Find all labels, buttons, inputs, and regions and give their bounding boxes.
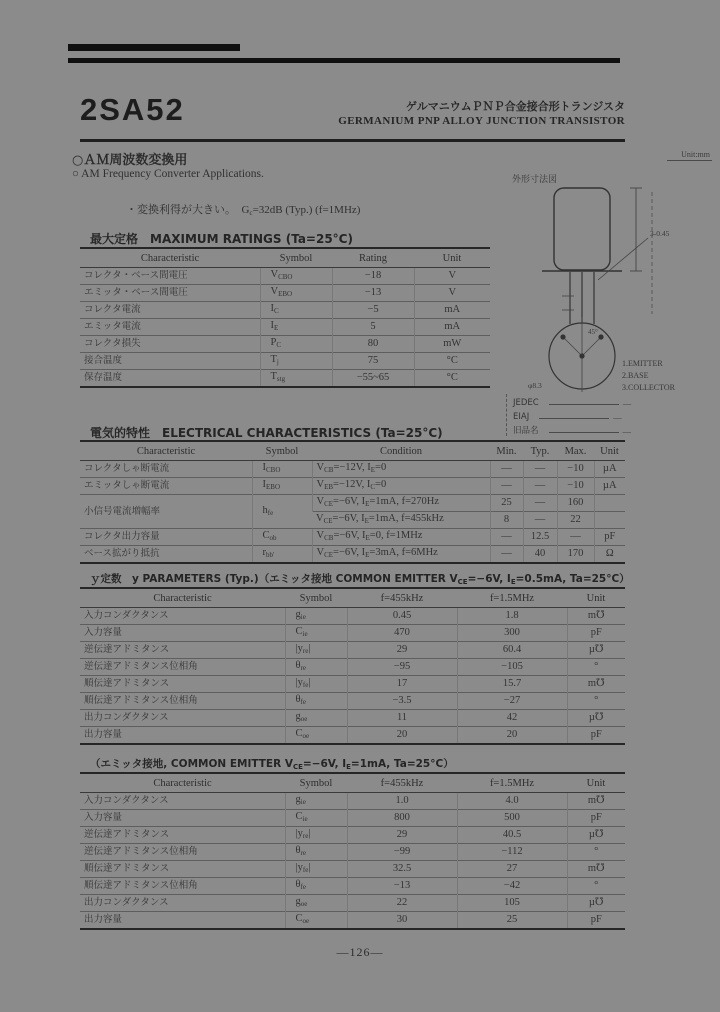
characteristic-cell: 順伝達アドミタンス <box>80 676 285 693</box>
rating-cell: −5 <box>332 302 414 319</box>
symbol-cell: $I_{CBO}$ <box>252 461 312 478</box>
col-header: Symbol <box>285 773 347 793</box>
col-header: Typ. <box>523 441 557 461</box>
table-row <box>80 878 625 895</box>
pin-angle-label: 45° <box>588 328 598 336</box>
registry-row-old-name <box>513 422 713 436</box>
col-header: Symbol <box>285 588 347 608</box>
rating-cell: 80 <box>332 336 414 353</box>
symbol-cell: $I_{EBO}$ <box>252 478 312 495</box>
f15-cell: −105 <box>457 659 567 676</box>
condition-cell: $V_{CE}=-6V$, $I_E=1mA$, f=455kHz <box>312 512 490 529</box>
electrical-title: 電気的特性 ELECTRICAL CHARACTERISTICS (Ta=25°C) <box>90 426 443 440</box>
f455-cell: −3.5 <box>347 693 457 710</box>
characteristic-cell: 出力容量 <box>80 912 285 930</box>
symbol-cell: $|y_{fe}|$ <box>285 861 347 878</box>
table-row <box>80 495 625 512</box>
device-title-english: GERMANIUM PNP ALLOY JUNCTION TRANSISTOR <box>338 115 625 127</box>
col-header: Unit <box>567 773 625 793</box>
table-row <box>80 285 490 302</box>
unit-cell: ° <box>567 844 625 861</box>
max-cell: 170 <box>557 546 594 564</box>
table-row <box>80 461 625 478</box>
unit-cell: pF <box>567 810 625 827</box>
symbol-cell: $\theta_{re}$ <box>285 844 347 861</box>
registry-line <box>549 404 619 405</box>
registration-bar-long <box>68 58 620 63</box>
characteristic-cell: 出力コンダクタンス <box>80 895 285 912</box>
col-header: f=1.5MHz <box>457 588 567 608</box>
f15-cell: 300 <box>457 625 567 642</box>
f455-cell: 17 <box>347 676 457 693</box>
characteristic-cell: コレクタ出力容量 <box>80 529 252 546</box>
unit-cell: ° <box>567 659 625 676</box>
unit-cell: m℧ <box>567 676 625 693</box>
characteristic-cell: 順伝達アドミタンス位相角 <box>80 693 285 710</box>
symbol-cell: $h_{fe}$ <box>252 495 312 529</box>
characteristic-cell: 入力コンダクタンス <box>80 608 285 625</box>
characteristic-cell: 順伝達アドミタンス位相角 <box>80 878 285 895</box>
symbol-cell: $\theta_{fe}$ <box>285 878 347 895</box>
col-header: Min. <box>490 441 523 461</box>
table-row <box>80 676 625 693</box>
f455-cell: 22 <box>347 895 457 912</box>
symbol-cell: $V_{EBO}$ <box>260 285 332 302</box>
characteristic-cell: 逆伝達アドミタンス <box>80 642 285 659</box>
f455-cell: 11 <box>347 710 457 727</box>
col-header: Symbol <box>260 248 332 268</box>
col-header: Characteristic <box>80 248 260 268</box>
max-cell: −10 <box>557 461 594 478</box>
table-row <box>80 608 625 625</box>
table-row <box>80 912 625 930</box>
f455-cell: 30 <box>347 912 457 930</box>
table-row <box>80 302 490 319</box>
col-header: f=455kHz <box>347 588 457 608</box>
unit-cell: pF <box>567 727 625 745</box>
characteristic-cell: 逆伝達アドミタンス位相角 <box>80 844 285 861</box>
characteristic-cell: 順伝達アドミタンス <box>80 861 285 878</box>
registry-line <box>549 432 619 433</box>
symbol-cell: $P_C$ <box>260 336 332 353</box>
table-row <box>80 353 490 370</box>
symbol-cell: $|y_{re}|$ <box>285 642 347 659</box>
symbol-cell: $C_{ob}$ <box>252 529 312 546</box>
f455-cell: −95 <box>347 659 457 676</box>
f15-cell: 20 <box>457 727 567 745</box>
page-number: —126— <box>336 945 384 959</box>
typ-cell: — <box>523 495 557 512</box>
typ-cell: 40 <box>523 546 557 564</box>
f15-cell: 500 <box>457 810 567 827</box>
unit-cell: µA <box>594 478 625 495</box>
unit-cell: ° <box>567 878 625 895</box>
table-row <box>80 895 625 912</box>
rating-cell: 75 <box>332 353 414 370</box>
rating-cell: 5 <box>332 319 414 336</box>
unit-cell: °C <box>414 353 490 370</box>
symbol-cell: $C_{oe}$ <box>285 727 347 745</box>
characteristic-cell: 入力コンダクタンス <box>80 793 285 810</box>
table-row <box>80 727 625 745</box>
max-cell: — <box>557 529 594 546</box>
pin-label-base: 2.BASE <box>622 371 649 380</box>
registry-value: — <box>622 398 632 408</box>
table-row <box>80 844 625 861</box>
characteristic-cell: 保存温度 <box>80 370 260 388</box>
table-row <box>80 336 490 353</box>
col-header: Rating <box>332 248 414 268</box>
unit-cell: V <box>414 268 490 285</box>
table-header-row <box>80 588 625 608</box>
table-row <box>80 268 490 285</box>
min-cell: — <box>490 546 523 564</box>
symbol-cell: $\theta_{re}$ <box>285 659 347 676</box>
typ-cell: — <box>523 461 557 478</box>
feature-line: ・変換利得が大きい。 $G_c=32dB$ (Typ.) (f=1MHz) <box>126 204 361 217</box>
unit-cell: ° <box>567 693 625 710</box>
unit-cell: m℧ <box>567 793 625 810</box>
unit-cell: µ℧ <box>567 895 625 912</box>
unit-cell: pF <box>567 625 625 642</box>
table-row <box>80 319 490 336</box>
registry-label: 旧品名 <box>513 426 539 436</box>
symbol-cell: $g_{ie}$ <box>285 608 347 625</box>
application-english: ○ AM Frequency Converter Applications. <box>72 168 264 180</box>
table-row <box>80 710 625 727</box>
characteristic-cell: エミッタ電流 <box>80 319 260 336</box>
rating-cell: −13 <box>332 285 414 302</box>
characteristic-cell: 出力コンダクタンス <box>80 710 285 727</box>
symbol-cell: $C_{ie}$ <box>285 810 347 827</box>
table-header-row <box>80 773 625 793</box>
symbol-cell: $T_{stg}$ <box>260 370 332 388</box>
pin-label-collector: 3.COLLECTOR <box>622 383 675 392</box>
symbol-cell: $g_{oe}$ <box>285 710 347 727</box>
f15-cell: −112 <box>457 844 567 861</box>
unit-cell: m℧ <box>567 861 625 878</box>
f15-cell: 60.4 <box>457 642 567 659</box>
typ-cell: 12.5 <box>523 529 557 546</box>
condition-cell: $V_{CB}=-6V$, $I_E=0$, f=1MHz <box>312 529 490 546</box>
condition-cell: $V_{CE}=-6V$, $I_E=3mA$, f=6MHz <box>312 546 490 564</box>
f455-cell: 29 <box>347 827 457 844</box>
application-japanese: ○ＡＭ周波数変換用 <box>72 153 188 168</box>
bottom-diameter-label: φ8.3 <box>528 381 542 390</box>
f455-cell: −13 <box>347 878 457 895</box>
device-title-japanese: ゲルマニウムＰＮＰ合金接合形トランジスタ <box>405 100 625 113</box>
col-header: Characteristic <box>80 441 252 461</box>
f455-cell: 20 <box>347 727 457 745</box>
unit-cell <box>594 495 625 512</box>
characteristic-cell: 接合温度 <box>80 353 260 370</box>
characteristic-cell: コレクタ損失 <box>80 336 260 353</box>
common-emitter-table <box>80 772 625 930</box>
typ-cell: — <box>523 512 557 529</box>
symbol-cell: $\theta_{fe}$ <box>285 693 347 710</box>
device-title-block <box>325 99 625 129</box>
col-header: Condition <box>312 441 490 461</box>
unit-cell: V <box>414 285 490 302</box>
f15-cell: 40.5 <box>457 827 567 844</box>
unit-cell: µ℧ <box>567 827 625 844</box>
characteristic-cell: 出力容量 <box>80 727 285 745</box>
unit-cell: µ℧ <box>567 642 625 659</box>
symbol-cell: $I_E$ <box>260 319 332 336</box>
col-header: f=1.5MHz <box>457 773 567 793</box>
col-header: Characteristic <box>80 773 285 793</box>
rating-cell: −55~65 <box>332 370 414 388</box>
transistor-body <box>554 188 610 270</box>
pin-angle-line-right <box>582 337 601 356</box>
characteristic-cell: 入力容量 <box>80 625 285 642</box>
table-row <box>80 827 625 844</box>
condition-cell: $V_{EB}=-12V$, $I_C=0$ <box>312 478 490 495</box>
min-cell: — <box>490 478 523 495</box>
f455-cell: 32.5 <box>347 861 457 878</box>
unit-cell: m℧ <box>567 608 625 625</box>
header-rule <box>80 139 625 142</box>
lead-callout-label: 3-0.45 <box>650 229 670 238</box>
registry-block <box>506 394 713 436</box>
common-emitter-title: （エミッタ接地, COMMON EMITTER $V_{CE}=-6V$, $I_E=1mA$, Ta=25°C） <box>90 758 454 771</box>
condition-cell: $V_{CE}=-6V$, $I_E=1mA$, f=270Hz <box>312 495 490 512</box>
y-params-title: ｙ定数 y PARAMETERS (Typ.)（エミッタ接地 COMMON EMITTER $V_{CE}=-6V$, $I_E=0.5mA$, Ta=25°C） <box>90 573 630 586</box>
f15-cell: 27 <box>457 861 567 878</box>
characteristic-cell: コレクタ・ベース間電圧 <box>80 268 260 285</box>
unit-cell: pF <box>594 529 625 546</box>
min-cell: 25 <box>490 495 523 512</box>
registry-label: JEDEC <box>513 398 539 408</box>
unit-cell: pF <box>567 912 625 930</box>
max-cell: 22 <box>557 512 594 529</box>
unit-cell <box>594 512 625 529</box>
pin-dot-1 <box>560 334 565 339</box>
unit-cell: µ℧ <box>567 710 625 727</box>
table-header-row <box>80 441 625 461</box>
package-outline-figure <box>500 150 718 434</box>
f15-cell: 105 <box>457 895 567 912</box>
rating-cell: −18 <box>332 268 414 285</box>
table-row <box>80 529 625 546</box>
registry-row-jedec <box>513 394 713 408</box>
table-row <box>80 642 625 659</box>
f455-cell: −99 <box>347 844 457 861</box>
unit-cell: Ω <box>594 546 625 564</box>
pin-label-emitter: 1.EMITTER <box>622 359 663 368</box>
table-row <box>80 370 490 388</box>
col-header: Unit <box>594 441 625 461</box>
f15-cell: 4.0 <box>457 793 567 810</box>
characteristic-cell: コレクタしゃ断電流 <box>80 461 252 478</box>
y-params-table <box>80 587 625 745</box>
f455-cell: 1.0 <box>347 793 457 810</box>
col-header: Unit <box>414 248 490 268</box>
symbol-cell: $C_{oe}$ <box>285 912 347 930</box>
registry-row-eiaj <box>513 408 713 422</box>
characteristic-cell: 入力容量 <box>80 810 285 827</box>
f15-cell: 1.8 <box>457 608 567 625</box>
registry-label: EIAJ <box>513 412 530 422</box>
pin-dot-2 <box>579 353 584 358</box>
col-header: Max. <box>557 441 594 461</box>
col-header: f=455kHz <box>347 773 457 793</box>
min-cell: 8 <box>490 512 523 529</box>
symbol-cell: $|y_{fe}|$ <box>285 676 347 693</box>
f15-cell: 25 <box>457 912 567 930</box>
characteristic-cell: コレクタ電流 <box>80 302 260 319</box>
table-row <box>80 625 625 642</box>
symbol-cell: $|y_{re}|$ <box>285 827 347 844</box>
characteristic-cell: エミッタしゃ断電流 <box>80 478 252 495</box>
lead-callout-line <box>598 238 648 280</box>
registry-line <box>539 418 609 419</box>
symbol-cell: $V_{CBO}$ <box>260 268 332 285</box>
f15-cell: 15.7 <box>457 676 567 693</box>
part-number: 2SA52 <box>80 92 185 127</box>
characteristic-cell: エミッタ・ベース間電圧 <box>80 285 260 302</box>
symbol-cell: $g_{oe}$ <box>285 895 347 912</box>
characteristic-cell: 逆伝達アドミタンス位相角 <box>80 659 285 676</box>
unit-cell: mA <box>414 302 490 319</box>
f15-cell: −42 <box>457 878 567 895</box>
table-header-row <box>80 248 490 268</box>
unit-cell: µA <box>594 461 625 478</box>
registration-bar-short <box>68 44 240 51</box>
f455-cell: 800 <box>347 810 457 827</box>
f455-cell: 470 <box>347 625 457 642</box>
unit-cell: mA <box>414 319 490 336</box>
table-row <box>80 478 625 495</box>
table-row <box>80 693 625 710</box>
f15-cell: 42 <box>457 710 567 727</box>
max-cell: −10 <box>557 478 594 495</box>
characteristic-cell: ベース拡がり抵抗 <box>80 546 252 564</box>
registry-value: — <box>613 412 622 422</box>
max-ratings-title: 最大定格 MAXIMUM RATINGS (Ta=25°C) <box>90 232 353 246</box>
condition-cell: $V_{CB}=-12V$, $I_E=0$ <box>312 461 490 478</box>
outline-drawing <box>500 184 718 392</box>
pin-angle-line-left <box>563 337 582 356</box>
symbol-cell: $I_C$ <box>260 302 332 319</box>
unit-note: Unit:mm <box>667 150 712 161</box>
symbol-cell: $g_{ie}$ <box>285 793 347 810</box>
electrical-table <box>80 440 625 564</box>
f455-cell: 0.45 <box>347 608 457 625</box>
col-header: Symbol <box>252 441 312 461</box>
characteristic-cell: 逆伝達アドミタンス <box>80 827 285 844</box>
table-row <box>80 659 625 676</box>
typ-cell: — <box>523 478 557 495</box>
max-ratings-table <box>80 247 490 388</box>
col-header: Characteristic <box>80 588 285 608</box>
max-cell: 160 <box>557 495 594 512</box>
unit-cell: °C <box>414 370 490 388</box>
unit-cell: mW <box>414 336 490 353</box>
min-cell: — <box>490 461 523 478</box>
symbol-cell: $C_{ie}$ <box>285 625 347 642</box>
min-cell: — <box>490 529 523 546</box>
table-row <box>80 793 625 810</box>
outline-caption: 外形寸法図 <box>512 175 558 185</box>
table-row <box>80 546 625 564</box>
registry-value: — <box>622 426 632 436</box>
table-row <box>80 861 625 878</box>
table-row <box>80 810 625 827</box>
characteristic-cell: 小信号電流増幅率 <box>80 495 252 529</box>
col-header: Unit <box>567 588 625 608</box>
pin-dot-3 <box>598 334 603 339</box>
symbol-cell: $r_{bb'}$ <box>252 546 312 564</box>
f455-cell: 29 <box>347 642 457 659</box>
symbol-cell: $T_j$ <box>260 353 332 370</box>
f15-cell: −27 <box>457 693 567 710</box>
